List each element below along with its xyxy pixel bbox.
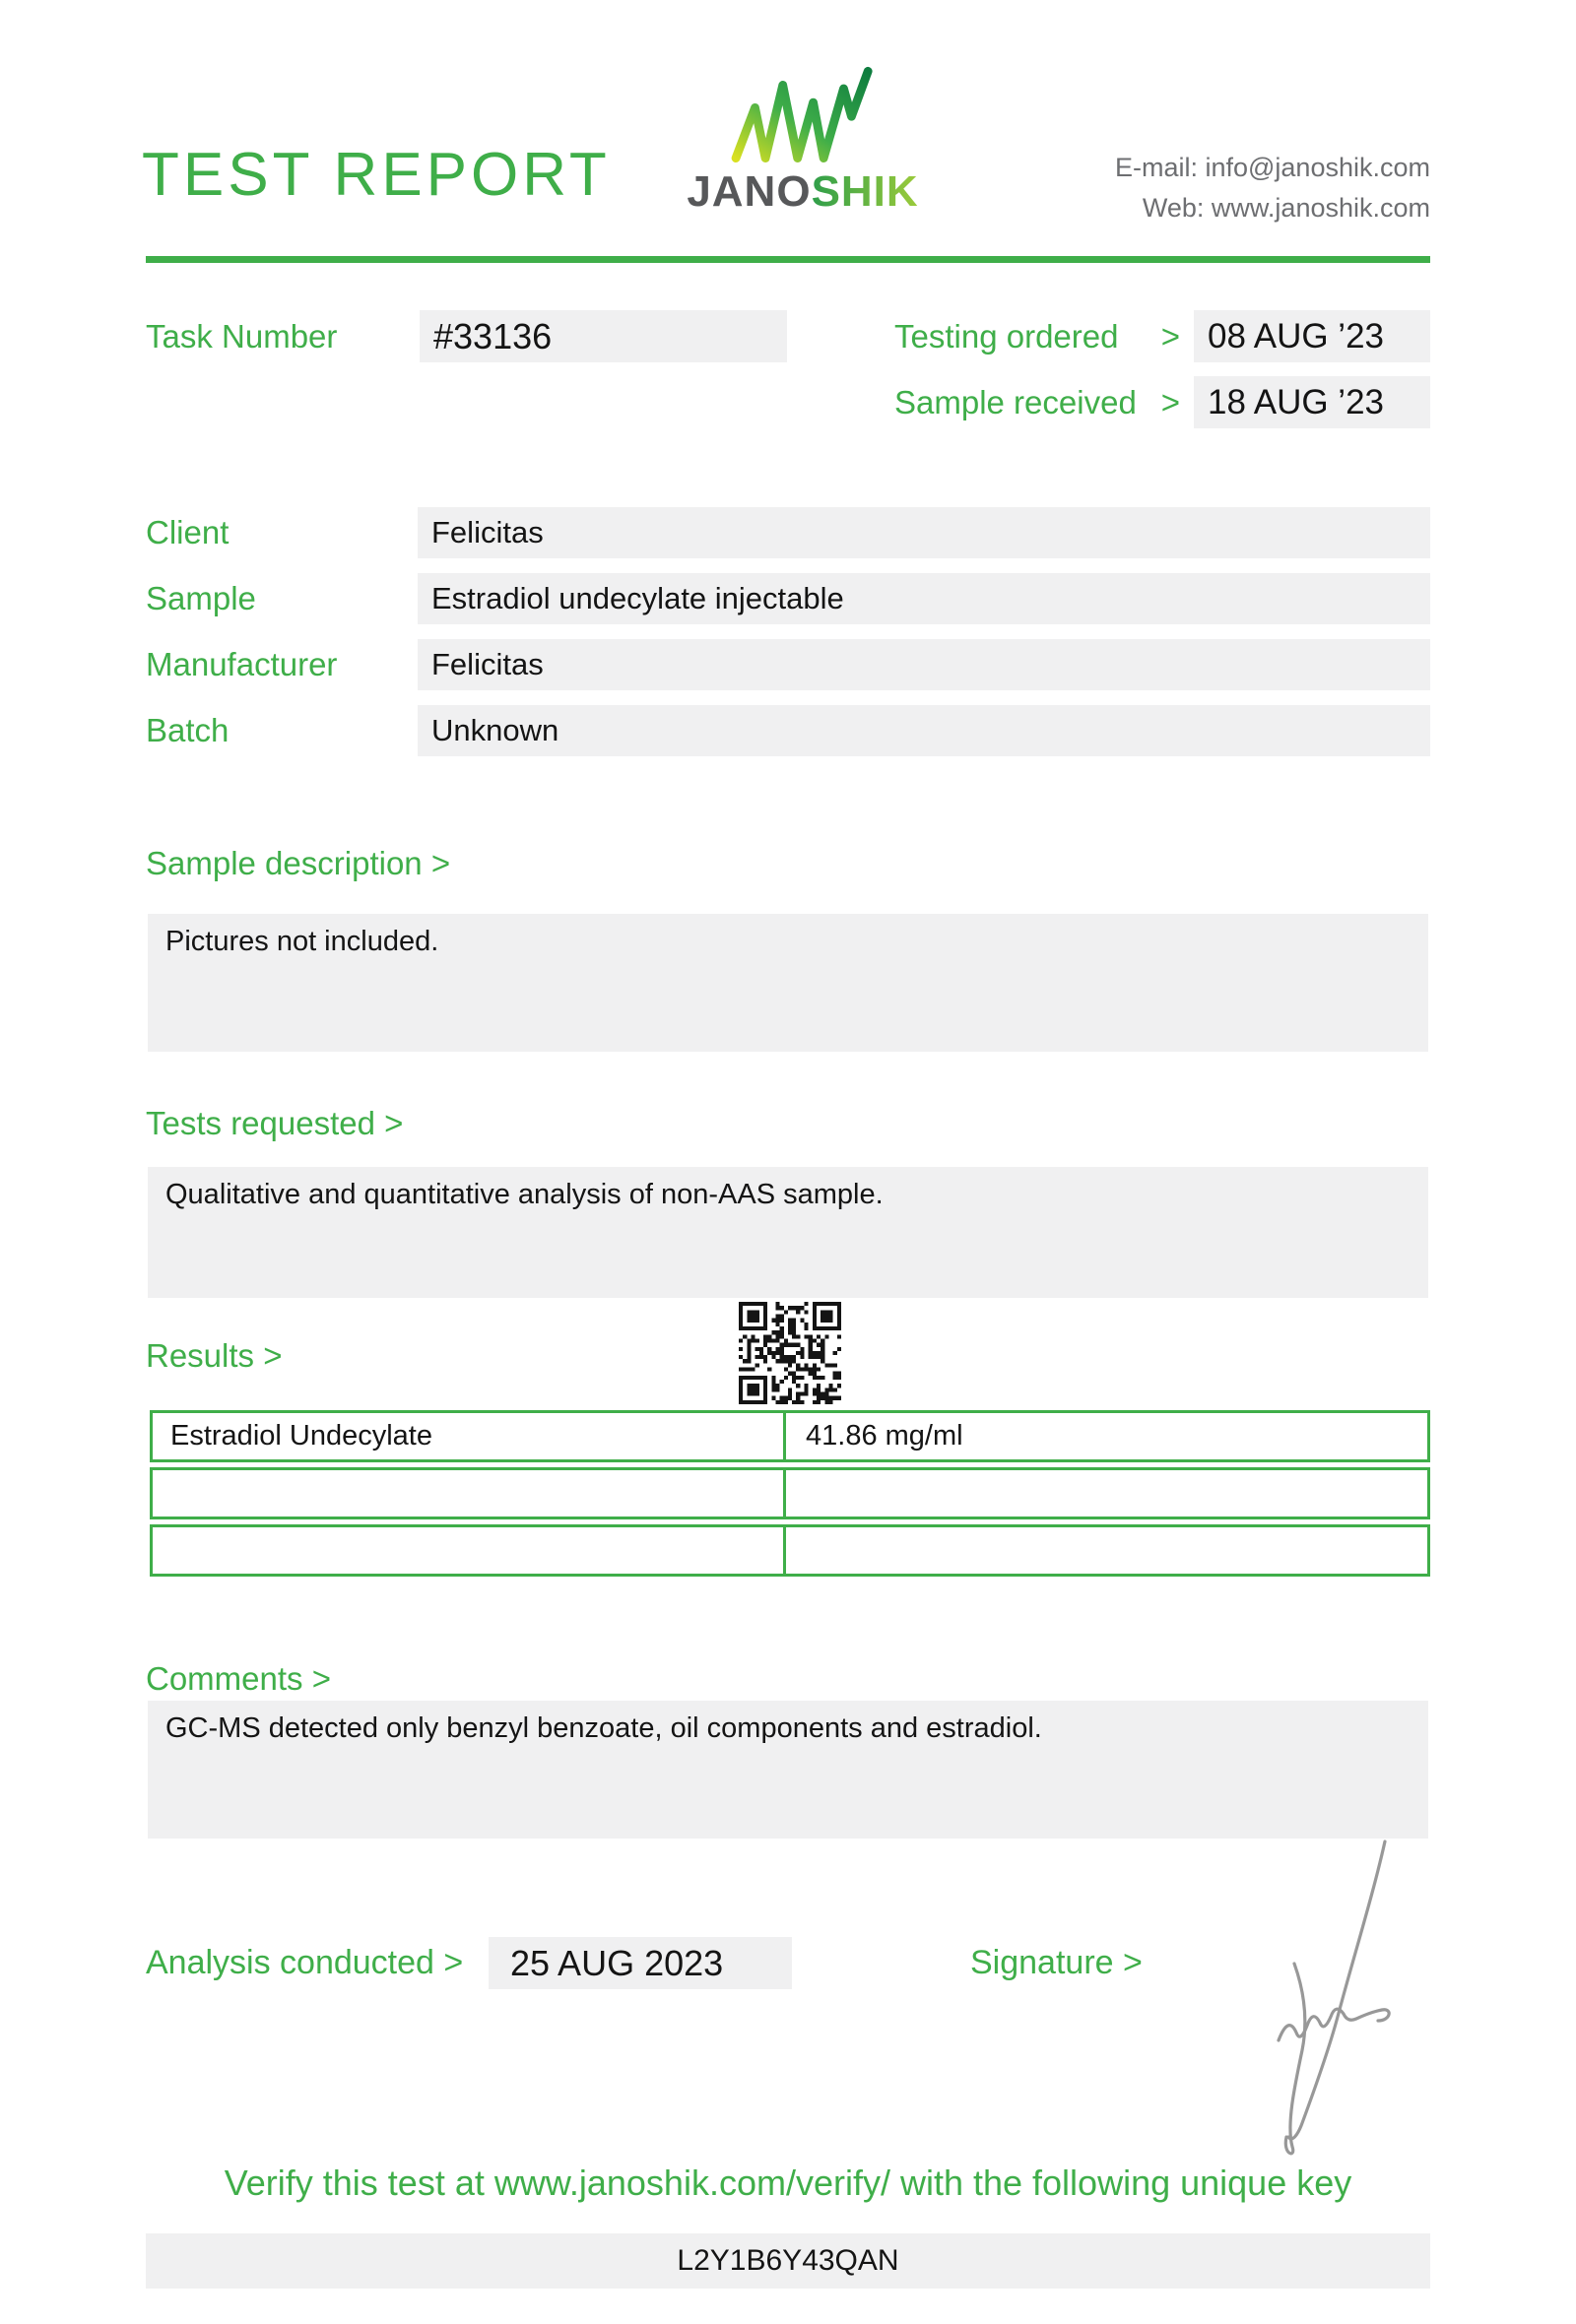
sample-description-heading: Sample description > (146, 845, 451, 881)
tests-requested-heading: Tests requested > (146, 1105, 404, 1141)
analysis-conducted-label: Analysis conducted > (146, 1944, 464, 1981)
result-concentration: 41.86 mg/ml (806, 1420, 963, 1452)
result-concentration (786, 1470, 1427, 1517)
task-number-value: #33136 (420, 310, 787, 362)
results-table (150, 1410, 1430, 1582)
chevron-right-icon: > (1160, 318, 1180, 355)
chevron-right-icon: > (1160, 384, 1180, 420)
logo-jano-text: JANO (687, 167, 812, 216)
verify-key-value: L2Y1B6Y43QAN (146, 2233, 1430, 2289)
manufacturer-label: Manufacturer (146, 646, 338, 682)
header-divider (146, 256, 1430, 263)
manufacturer-value: Felicitas (418, 639, 1430, 690)
signature-image (1259, 1834, 1431, 2159)
sample-received-value: 18 AUG ’23 (1194, 376, 1430, 428)
table-row (150, 1410, 1430, 1462)
table-row (150, 1524, 1430, 1577)
tests-requested-box: Qualitative and quantitative analysis of non-AAS sample. (148, 1167, 1428, 1298)
comments-heading: Comments > (146, 1660, 331, 1697)
testing-ordered-value: 08 AUG ’23 (1194, 310, 1430, 362)
logo-wordmark (678, 167, 928, 217)
contact-web: Web: www.janoshik.com (1142, 193, 1430, 223)
sample-label: Sample (146, 580, 256, 616)
result-concentration (786, 1527, 1427, 1574)
janoshik-logo (678, 65, 928, 217)
page-title: TEST REPORT (142, 141, 611, 209)
qr-code (739, 1302, 841, 1404)
batch-value: Unknown (418, 705, 1430, 756)
testing-ordered-label: Testing ordered > (894, 310, 1180, 362)
batch-label: Batch (146, 712, 230, 748)
result-substance (153, 1470, 786, 1517)
result-substance: Estradiol Undecylate (153, 1413, 786, 1459)
analysis-date-value: 25 AUG 2023 (489, 1937, 792, 1989)
client-value: Felicitas (418, 507, 1430, 558)
result-substance (153, 1527, 786, 1574)
logo-shik-text: SHIK (811, 167, 919, 216)
signature-label: Signature > (970, 1944, 1143, 1981)
task-number-label: Task Number (146, 318, 338, 355)
client-label: Client (146, 514, 230, 550)
growth-chart-icon (729, 65, 877, 171)
results-heading: Results > (146, 1337, 283, 1374)
contact-email: E-mail: info@janoshik.com (1114, 153, 1430, 182)
table-row (150, 1467, 1430, 1519)
sample-received-label: Sample received > (894, 376, 1180, 428)
verify-instruction: Verify this test at www.janoshik.com/verify/ with the following unique key (224, 2163, 1352, 2203)
contact-info (1115, 148, 1430, 228)
sample-value: Estradiol undecylate injectable (418, 573, 1430, 624)
sample-description-box: Pictures not included. (148, 914, 1428, 1052)
comments-box: GC-MS detected only benzyl benzoate, oil components and estradiol. (148, 1701, 1428, 1839)
